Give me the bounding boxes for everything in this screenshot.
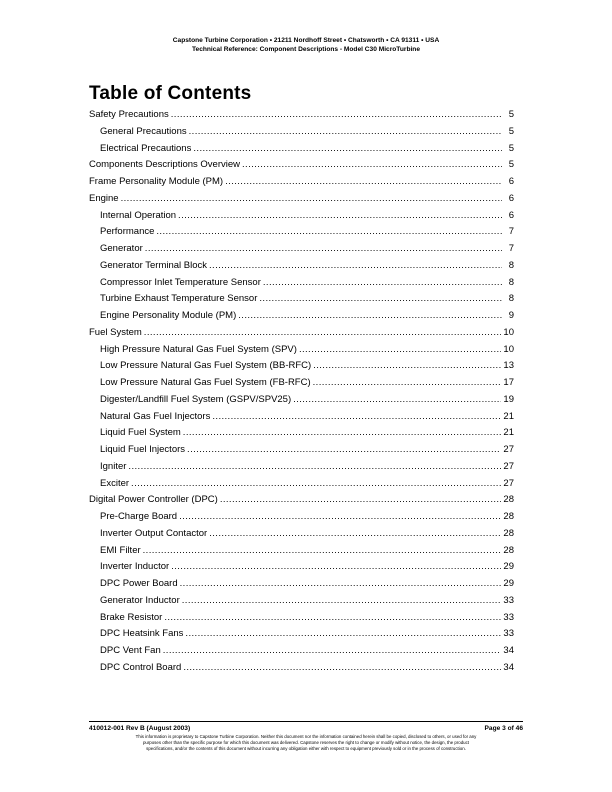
toc-entry-label: Performance bbox=[100, 226, 155, 238]
dot-leader bbox=[180, 576, 502, 593]
dot-leader bbox=[183, 660, 501, 677]
dot-leader bbox=[145, 241, 502, 258]
toc-entry-page-number: 28 bbox=[503, 544, 514, 556]
toc-entry-page-number: 34 bbox=[503, 661, 514, 673]
toc-entry[interactable] bbox=[89, 191, 521, 208]
dot-leader bbox=[171, 559, 501, 576]
toc-entry-page-number: 27 bbox=[503, 444, 514, 455]
toc-entry-label: Frame Personality Module (PM) bbox=[89, 176, 224, 187]
page-title: Table of Contents bbox=[89, 83, 252, 104]
dot-leader bbox=[299, 342, 501, 359]
toc-entry-label: Generator Inductor bbox=[100, 594, 180, 606]
toc-entry-label: DPC Heatsink Fans bbox=[100, 628, 184, 640]
toc-entry-page-number: 5 bbox=[508, 159, 514, 171]
toc-entry[interactable] bbox=[89, 459, 521, 476]
dot-leader bbox=[212, 409, 501, 426]
toc-entry[interactable] bbox=[89, 291, 521, 308]
toc-entry[interactable] bbox=[89, 141, 521, 158]
dot-leader bbox=[187, 442, 501, 459]
toc-entry[interactable] bbox=[89, 358, 521, 375]
toc-entry-page-number: 7 bbox=[508, 243, 514, 254]
toc-entry[interactable] bbox=[89, 124, 521, 141]
toc-entry-label: Low Pressure Natural Gas Fuel System (BB-RFC) bbox=[100, 360, 312, 372]
toc-entry[interactable] bbox=[89, 593, 521, 610]
dot-leader bbox=[156, 224, 502, 241]
toc-entry-page-number: 29 bbox=[503, 561, 514, 573]
toc-entry[interactable] bbox=[89, 492, 521, 509]
toc-entry-page-number: 21 bbox=[503, 427, 514, 439]
toc-entry-label: EMI Filter bbox=[100, 544, 141, 556]
toc-entry-page-number: 33 bbox=[503, 594, 514, 606]
toc-entry-label: Pre-Charge Board bbox=[100, 511, 178, 522]
toc-entry-label: Low Pressure Natural Gas Fuel System (FB-RFC) bbox=[100, 377, 311, 388]
page-footer bbox=[89, 724, 523, 733]
toc-entry-label: Safety Precautions bbox=[89, 109, 169, 120]
toc-entry-page-number: 21 bbox=[503, 410, 514, 422]
dot-leader bbox=[209, 258, 502, 275]
toc-entry-label: General Precautions bbox=[100, 125, 187, 137]
toc-entry-label: Generator bbox=[100, 243, 143, 254]
toc-entry-page-number: 8 bbox=[508, 276, 514, 288]
toc-entry-label: Internal Operation bbox=[100, 209, 177, 221]
dot-leader bbox=[163, 643, 502, 660]
footer-document-id: 410012-001 Rev B (August 2003) bbox=[89, 725, 191, 732]
page-header bbox=[0, 36, 612, 54]
dot-leader bbox=[121, 191, 502, 208]
toc-entry-page-number: 33 bbox=[503, 628, 514, 640]
toc-entry-page-number: 5 bbox=[508, 142, 514, 154]
table-of-contents bbox=[89, 107, 521, 677]
toc-entry-label: Engine Personality Module (PM) bbox=[100, 310, 237, 321]
toc-entry-label: Exciter bbox=[100, 477, 130, 489]
dot-leader bbox=[242, 157, 502, 174]
toc-entry-page-number: 17 bbox=[503, 377, 514, 388]
dot-leader bbox=[183, 425, 502, 442]
toc-entry-page-number: 28 bbox=[503, 527, 514, 539]
toc-entry[interactable] bbox=[89, 543, 521, 560]
toc-entry-label: DPC Control Board bbox=[100, 661, 182, 673]
toc-entry[interactable] bbox=[89, 241, 521, 258]
toc-entry[interactable] bbox=[89, 392, 521, 409]
header-company-line: Capstone Turbine Corporation • 21211 Nordhoff Street • Chatsworth • CA 91311 • USA bbox=[172, 37, 440, 44]
toc-entry[interactable] bbox=[89, 375, 521, 392]
dot-leader bbox=[259, 291, 502, 308]
toc-entry-page-number: 28 bbox=[503, 511, 514, 522]
toc-entry[interactable] bbox=[89, 325, 521, 342]
toc-entry-page-number: 10 bbox=[503, 343, 514, 355]
toc-entry[interactable] bbox=[89, 174, 521, 191]
toc-entry[interactable] bbox=[89, 509, 521, 526]
toc-entry-page-number: 13 bbox=[503, 360, 514, 372]
dot-leader bbox=[220, 492, 502, 509]
toc-entry[interactable] bbox=[89, 610, 521, 627]
dot-leader bbox=[189, 124, 502, 141]
toc-entry-label: Liquid Fuel Injectors bbox=[100, 444, 186, 455]
footer-notice-line: specifications, and/or the contents of this document without incurring any obligation either with respect to equipment previously sold or in the process of construction. bbox=[146, 746, 466, 752]
toc-entry-page-number: 10 bbox=[503, 326, 514, 338]
toc-entry-label: Digester/Landfill Fuel System (GSPV/SPV25) bbox=[100, 393, 292, 405]
toc-entry[interactable] bbox=[89, 526, 521, 543]
toc-entry[interactable] bbox=[89, 208, 521, 225]
dot-leader bbox=[164, 610, 501, 627]
toc-entry-label: Inverter Output Contactor bbox=[100, 527, 208, 539]
dot-leader bbox=[225, 174, 502, 191]
dot-leader bbox=[182, 593, 502, 610]
toc-entry-label: DPC Power Board bbox=[100, 578, 178, 589]
toc-entry-label: DPC Vent Fan bbox=[100, 645, 161, 656]
toc-entry-label: Digital Power Controller (DPC) bbox=[89, 494, 218, 506]
toc-entry-page-number: 6 bbox=[508, 192, 514, 204]
footer-divider bbox=[89, 721, 523, 722]
toc-entry-page-number: 7 bbox=[508, 226, 514, 238]
footer-page-number: Page 3 of 46 bbox=[484, 725, 523, 732]
toc-entry-page-number: 29 bbox=[503, 578, 514, 589]
toc-entry-page-number: 6 bbox=[508, 209, 514, 221]
toc-entry-label: Fuel System bbox=[89, 326, 142, 338]
toc-entry-page-number: 19 bbox=[503, 393, 514, 405]
toc-entry[interactable] bbox=[89, 559, 521, 576]
toc-entry-page-number: 5 bbox=[508, 109, 514, 120]
toc-entry[interactable] bbox=[89, 224, 521, 241]
footer-proprietary-notice bbox=[89, 734, 523, 753]
toc-entry[interactable] bbox=[89, 342, 521, 359]
dot-leader bbox=[185, 626, 501, 643]
toc-entry[interactable] bbox=[89, 308, 521, 325]
dot-leader bbox=[128, 459, 501, 476]
toc-entry[interactable] bbox=[89, 157, 521, 174]
toc-entry-label: Igniter bbox=[100, 460, 127, 472]
toc-entry-label: Inverter Inductor bbox=[100, 561, 170, 573]
toc-entry[interactable] bbox=[89, 275, 521, 292]
toc-entry-label: Compressor Inlet Temperature Sensor bbox=[100, 276, 261, 288]
dot-leader bbox=[293, 392, 501, 409]
toc-entry[interactable] bbox=[89, 442, 521, 459]
toc-entry-page-number: 34 bbox=[503, 645, 514, 656]
toc-entry-page-number: 6 bbox=[508, 176, 514, 187]
toc-entry-page-number: 9 bbox=[508, 310, 514, 321]
toc-entry-page-number: 8 bbox=[508, 259, 514, 271]
footer-notice-line: purposes other than the specific purpose for which this document was delivered. Capstone reserves the right to change or modify without notice, the design, the product bbox=[142, 740, 470, 746]
toc-entry-label: Natural Gas Fuel Injectors bbox=[100, 410, 211, 422]
toc-entry-label: Brake Resistor bbox=[100, 611, 163, 623]
toc-entry-page-number: 27 bbox=[503, 477, 514, 489]
dot-leader bbox=[313, 358, 501, 375]
dot-leader bbox=[131, 476, 501, 493]
toc-entry[interactable] bbox=[89, 476, 521, 493]
toc-entry-page-number: 33 bbox=[503, 611, 514, 623]
toc-entry[interactable] bbox=[89, 409, 521, 426]
toc-entry[interactable] bbox=[89, 107, 521, 124]
toc-entry-page-number: 8 bbox=[508, 293, 514, 305]
toc-entry-label: Components Descriptions Overview bbox=[89, 159, 241, 171]
dot-leader bbox=[263, 275, 502, 292]
dot-leader bbox=[178, 208, 502, 225]
toc-entry[interactable] bbox=[89, 425, 521, 442]
toc-entry[interactable] bbox=[89, 576, 521, 593]
dot-leader bbox=[144, 325, 502, 342]
dot-leader bbox=[171, 107, 502, 124]
toc-entry-label: Engine bbox=[89, 192, 119, 204]
toc-entry-page-number: 27 bbox=[503, 460, 514, 472]
toc-entry[interactable] bbox=[89, 626, 521, 643]
dot-leader bbox=[209, 526, 501, 543]
toc-entry-page-number: 28 bbox=[503, 494, 514, 506]
dot-leader bbox=[143, 543, 502, 560]
toc-entry[interactable] bbox=[89, 643, 521, 660]
toc-entry-label: Turbine Exhaust Temperature Sensor bbox=[100, 293, 258, 305]
dot-leader bbox=[238, 308, 502, 325]
toc-entry-label: Generator Terminal Block bbox=[100, 259, 208, 271]
toc-entry-page-number: 5 bbox=[508, 125, 514, 137]
footer-notice-line: This information is proprietary to Capstone Turbine Corporation. Neither this document nor the information contained herein shall be copied, disclosed to others, or used for any bbox=[135, 734, 477, 739]
dot-leader bbox=[193, 141, 502, 158]
toc-entry-label: High Pressure Natural Gas Fuel System (SPV) bbox=[100, 343, 297, 355]
toc-entry-label: Electrical Precautions bbox=[100, 142, 192, 154]
toc-entry[interactable] bbox=[89, 660, 521, 677]
header-document-line: Technical Reference: Component Descriptions - Model C30 MicroTurbine bbox=[191, 46, 420, 53]
dot-leader bbox=[179, 509, 501, 526]
dot-leader bbox=[313, 375, 502, 392]
toc-entry[interactable] bbox=[89, 258, 521, 275]
toc-entry-label: Liquid Fuel System bbox=[100, 427, 181, 439]
